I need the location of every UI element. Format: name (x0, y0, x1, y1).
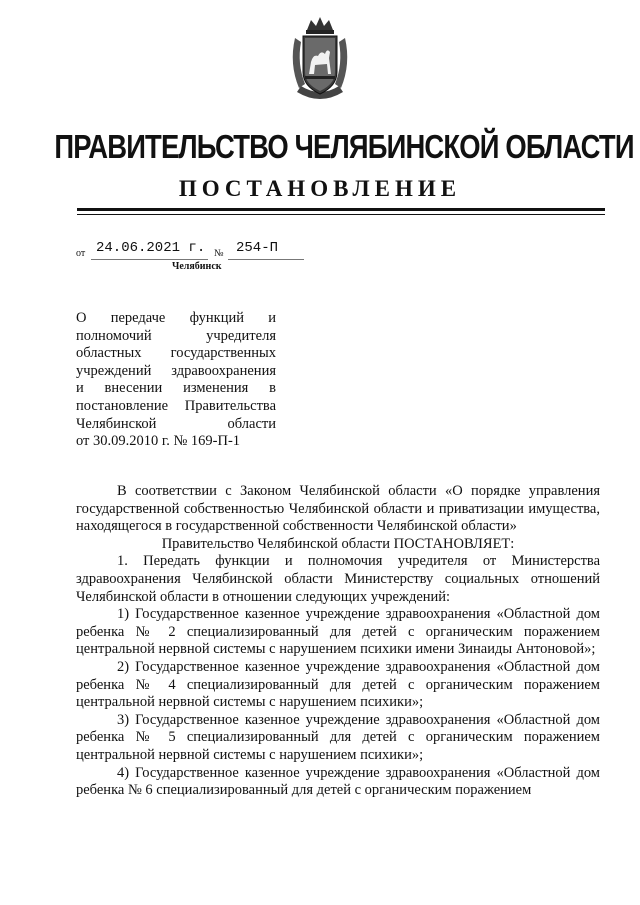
subject-line: Челябинской области (76, 415, 276, 432)
city-name: Челябинск (172, 261, 222, 272)
header-divider-thick (77, 208, 605, 211)
date-underline (91, 259, 208, 260)
document-subject (76, 310, 276, 451)
preamble-paragraph: В соответствии с Законом Челябинской области «О порядке управления государственной собственностью Челябинской области и приватизации имущества, находящегося в государственной собственности Челябинской области» (76, 483, 600, 535)
header-divider-thin (77, 214, 605, 215)
subject-line: О передаче функций и (76, 310, 276, 326)
subject-line: и внесении изменения в (76, 380, 276, 397)
subject-line: от 30.09.2010 г. № 169-П-1 (76, 433, 241, 450)
subject-line: полномочий учредителя (76, 327, 276, 344)
subitem-4-paragraph: 4) Государственное казенное учреждение здравоохранения «Областной дом ребенка № 6 специализированный для детей с органическим поражением (76, 764, 600, 799)
date-number-line (76, 240, 336, 262)
subject-line: учреждений здравоохранения (76, 362, 276, 379)
resolves-paragraph: Правительство Челябинской области ПОСТАНОВЛЯЕТ: (161, 535, 515, 552)
document-date: 24.06.2021 г. (96, 240, 206, 256)
item-1-paragraph: 1. Передать функции и полномочия учредителя от Министерства здравоохранения Челябинской области Министерству социальных отношений Челябинской области в отношении следующих учреждений: (76, 553, 600, 605)
document-type-title: ПОСТАНОВЛЕНИЕ (178, 176, 462, 201)
number-label: № (214, 248, 224, 259)
subject-line: областных государственных (76, 345, 276, 362)
coat-of-arms-emblem (287, 14, 353, 104)
government-title: ПРАВИТЕЛЬСТВО ЧЕЛЯБИНСКОЙ ОБЛАСТИ (54, 128, 634, 165)
subject-line: постановление Правительства (76, 397, 276, 414)
from-label: от (76, 248, 86, 259)
number-underline (228, 259, 304, 260)
document-body (76, 483, 600, 800)
subitem-3-paragraph: 3) Государственное казенное учреждение здравоохранения «Областной дом ребенка № 5 специализированный для детей с органическим поражением центральной нервной системы с нарушением психики»; (76, 711, 600, 763)
subitem-2-paragraph: 2) Государственное казенное учреждение здравоохранения «Областной дом ребенка № 4 специализированный для детей с органическим поражением центральной нервной системы с нарушением психики»; (76, 658, 600, 711)
subitem-1-paragraph: 1) Государственное казенное учреждение здравоохранения «Областной дом ребенка № 2 специализированный для детей с органическим поражением центральной нервной системы с нарушением психики имени Зинаиды Антоновой»; (76, 606, 600, 658)
document-number: 254-П (236, 240, 279, 256)
